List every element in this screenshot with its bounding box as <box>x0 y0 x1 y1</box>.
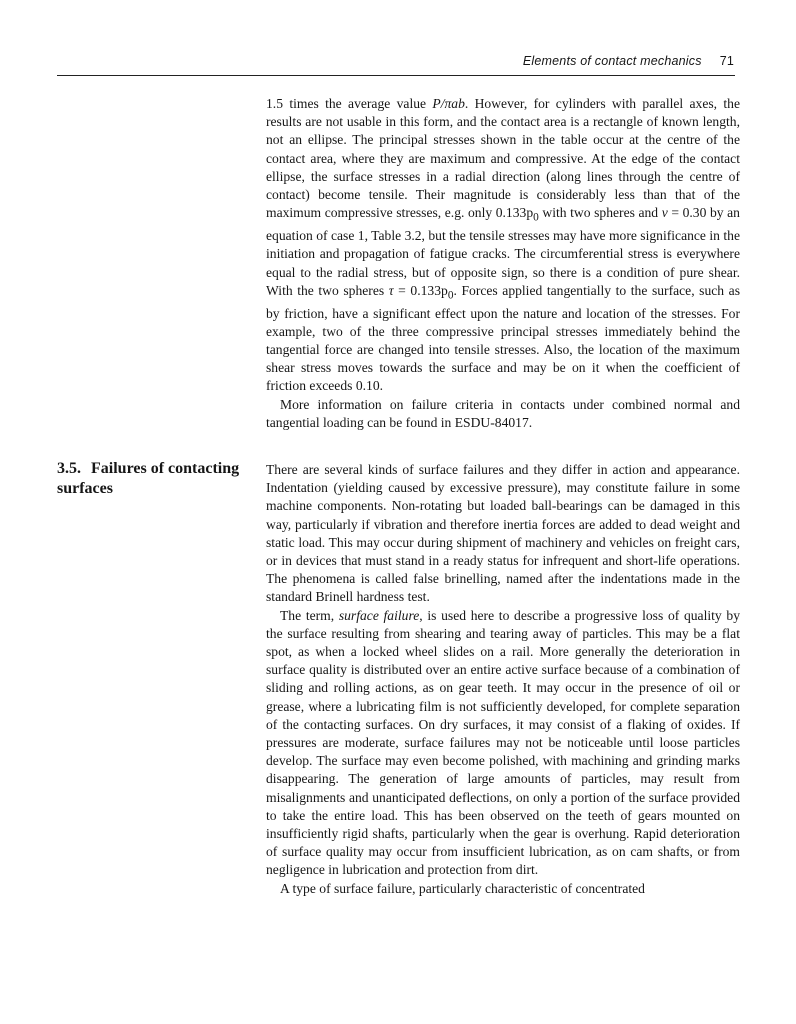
section-number: 3.5. <box>57 460 81 477</box>
math-symbol-tau: τ <box>388 282 394 298</box>
math-subscript: 0 <box>447 289 454 302</box>
text-run: , is used here to describe a progressive loss of quality by the surface resulting from shearing and tearing away of particles. This may be a flat spot, as when a locked wheel slides on a rail. More generally the deterioration in surface quality is distributed over an entire active surface because of a combination of sliding and rolling actions, as on gear teeth. It may occur in the presence of oil or grease, where a lubricating film is not sufficiently developed, for complete separation of the contacting surfaces. On dry surfaces, it may consist of a flaking of oxides. If pressures are moderate, surface failures may not be noticeable until loose particles develop. The surface may even become polished, with machining and grinding marks disappearing. The generation of large amounts of particles, may result from misalignments and unanticipated deflections, on only a portion of the surface provided to take the entire load. This has been observed on the teeth of gears mounted on insufficiently rigid shafts, particularly when the gear is overhung. Rapid deterioration of surface quality may occur from insufficient lubrication, as on cam shafts, or from negligence in lubrication and protection from dirt. <box>266 607 740 878</box>
text-run: 1.5 times the average value <box>266 96 433 111</box>
running-title: Elements of contact mechanics <box>522 54 702 68</box>
paragraph-concentrated-contact: A type of surface failure, particularly characteristic of concentrated <box>280 880 645 896</box>
text-run: = 0.133p <box>393 282 448 298</box>
section-title: Failures of contacting surfaces <box>57 460 240 497</box>
section-heading <box>57 459 247 499</box>
text-run: . Forces applied tangentially to the surface, such as by friction, have a significant effect upon the nature and location of the stresses. For example, two of the three compressive principal stresses immediately behind the tangential force are changed into tensile stresses. Also, the location of the maximum shear stress moves towards the surface and may be on it when the coefficient of friction exceeds 0.10. <box>266 282 740 394</box>
math-subscript: 0 <box>533 211 539 224</box>
header-rule <box>57 75 735 76</box>
math-symbol-nu: ν <box>661 205 668 221</box>
paragraph-indentation: There are several kinds of surface failures and they differ in action and appearance. Indentation (yielding caused by excessive pressure), may constitute failure in some machine components. Non-rotating but loaded ball-bearings can be damaged in this way, particularly if vibration and therefore inertia forces are added to dead weight and static load. This may occur during shipment of machinery and vehicles on freight cars, or in devices that must stand in a ready status for infrequent and short-life operations. The phenomena is called false brinelling, named after the indentations made in the standard Brinell hardness test. <box>266 462 740 605</box>
text-run: = 0.30 by an equation of case 1, Table 3.2, but the tensile stresses may have more significance in the initiation and propagation of fatigue cracks. The circumferential stress is everywhere equal to the radial stress, but of opposite sign, so there is a condition of pure shear. With the two spheres <box>266 205 740 298</box>
paragraph-surface-failure <box>266 607 740 880</box>
page-number: 71 <box>719 54 734 68</box>
math-formula: P/πab <box>432 96 465 111</box>
running-head <box>523 54 734 68</box>
paragraph-stress-distribution <box>266 95 740 396</box>
section-body <box>266 461 740 898</box>
text-run: with two spheres and <box>538 205 662 221</box>
emphasis-term: surface failure <box>338 607 420 623</box>
text-run: . However, for cylinders with parallel axes, the results are not usable in this form, and the contact area is a rectangle of known length, not an ellipse. The principal stresses shown in the table occur at the centre of the contact area, where they are maximum and compressive. At the edge of the contact ellipse, the surface stresses in a radial direction (along lines through the centre of contact) become tensile. Their magnitude is considerably less than that of the maximum compressive stresses, e.g. only 0.133p <box>266 96 740 221</box>
text-run: The term, <box>280 607 339 623</box>
paragraph-failure-criteria: More information on failure criteria in contacts under combined normal and tangential loading can be found in ESDU-84017. <box>266 396 740 430</box>
continuation-text <box>266 95 740 432</box>
